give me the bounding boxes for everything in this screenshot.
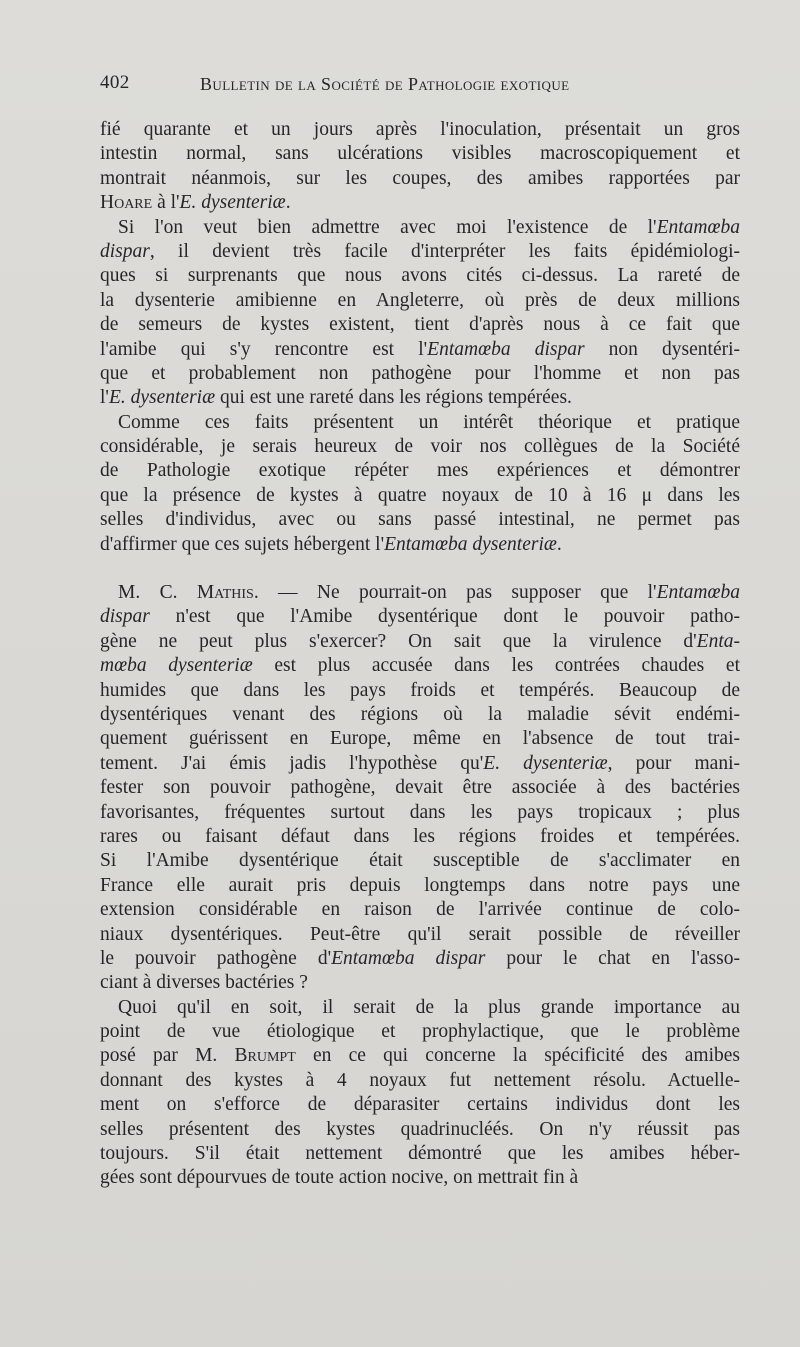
text-span: la dysenterie amibienne en Angleterre, où près de deux millions (100, 289, 740, 311)
text-line (100, 313, 740, 337)
text-span: toujours. S'il était nettement démontré que les amibes héber- (100, 1143, 740, 1165)
italic-text: Entamœba (656, 582, 740, 604)
text-span: selles présentent des kystes quadrinucléés. On n'y réussit pas (100, 1118, 740, 1140)
text-span: ciant à diverses bactéries ? (100, 972, 308, 994)
text-line (100, 752, 740, 776)
text-span: qui est une rareté dans les régions tempérées. (215, 387, 572, 409)
text-span: fester son pouvoir pathogène, devait être associée à des bactéries (100, 777, 740, 799)
text-line (100, 801, 740, 825)
text-line (100, 191, 740, 215)
text-span: quement guérissent en Europe, même en l'absence de tout trai- (100, 728, 740, 750)
text-span: Comme ces faits présentent un intérêt théorique et pratique (118, 411, 740, 433)
text-span: ment on s'efforce de déparasiter certains individus dont les (100, 1094, 740, 1116)
text-line (100, 435, 740, 459)
text-span: dysentériques venant des régions où la maladie sévit endémi- (100, 703, 740, 725)
text-line (100, 703, 740, 727)
text-line (100, 1093, 740, 1117)
text-span: l' (100, 387, 109, 409)
author-name: Hoare (100, 192, 153, 214)
text-line (100, 1069, 740, 1093)
text-span: gées sont dépourvues de toute action nocive, on mettrait fin à (100, 1167, 579, 1189)
text-span: Si l'Amibe dysentérique était susceptible de s'acclimater en (100, 850, 740, 872)
text-span: M. C. (118, 582, 197, 604)
text-line (100, 630, 740, 654)
text-span: est plus accusée dans les contrées chaudes et (252, 655, 740, 677)
text-span: fié quarante et un jours après l'inoculation, présentait un gros (100, 119, 740, 140)
text-line (100, 679, 740, 703)
text-span: France elle aurait pris depuis longtemps dans notre pays une (100, 874, 740, 896)
text-span: humides que dans les pays froids et tempérés. Beaucoup de (100, 679, 740, 701)
text-line (100, 118, 740, 142)
text-span: intestin normal, sans ulcérations visibles macroscopiquement et (100, 143, 740, 165)
text-line (100, 508, 740, 532)
text-line (100, 825, 740, 849)
text-line (100, 874, 740, 898)
text-span: de Pathologie exotique répéter mes expériences et démontrer (100, 460, 740, 482)
text-line (100, 947, 740, 971)
text-span: , pour mani- (607, 752, 740, 774)
text-line (100, 167, 740, 191)
author-name: Brumpt (234, 1045, 296, 1067)
text-span: Quoi qu'il en soit, il serait de la plus grande importance au (118, 996, 740, 1018)
text-line (100, 533, 740, 557)
text-span: posé par M. (100, 1045, 235, 1067)
text-line (100, 459, 740, 483)
page-number: 402 (100, 72, 130, 93)
text-span: l'amibe qui s'y rencontre est l' (100, 338, 428, 360)
text-span: de semeurs de kystes existent, tient d'après nous à ce fait que (100, 314, 740, 336)
text-span: non dysentéri- (584, 338, 741, 360)
text-line (100, 849, 740, 873)
body-text (100, 118, 740, 1191)
text-line (100, 411, 740, 435)
author-name: Mathis (196, 582, 254, 604)
italic-text: E. dysenteriæ (179, 192, 286, 214)
text-span: rares ou faisant défaut dans les régions froides et tempérées. (100, 825, 740, 847)
text-span: favorisantes, fréquentes surtout dans les pays tropicaux ; plus (100, 801, 740, 823)
text-span: selles d'individus, avec ou sans passé intestinal, ne permet pas (100, 509, 740, 531)
italic-text: Entamœba dispar (427, 338, 585, 360)
text-line (100, 923, 740, 947)
text-line (100, 776, 740, 800)
text-line (100, 484, 740, 508)
text-span: , il devient très facile d'interpréter les faits épidémiologi- (149, 240, 740, 262)
text-line (100, 996, 740, 1020)
text-span: que et probablement non pathogène pour l'homme et non pas (100, 362, 740, 384)
text-span: . (285, 192, 291, 214)
text-span: en ce qui concerne la spécificité des amibes (295, 1045, 740, 1067)
text-line (100, 654, 740, 678)
text-span: point de vue étiologique et prophylactique, que le problème (100, 1021, 740, 1043)
text-span: à l' (152, 192, 180, 214)
text-line (100, 386, 740, 410)
text-line (100, 216, 740, 240)
text-line (100, 1118, 740, 1142)
text-span: gène ne peut plus s'exercer? On sait que la virulence d' (100, 630, 697, 652)
text-span: niaux dysentériques. Peut-être qu'il serait possible de réveiller (100, 923, 740, 945)
text-span: . (556, 533, 562, 555)
text-line (100, 1142, 740, 1166)
running-title: Bulletin de la Société de Pathologie exotique (200, 74, 570, 94)
text-line (100, 240, 740, 264)
text-span: pour le chat en l'asso- (485, 947, 740, 969)
text-line (100, 971, 740, 995)
text-span: montrait néanmois, sur les coupes, des amibes rapportées par (100, 167, 740, 189)
italic-text: Enta- (696, 630, 740, 652)
text-line (100, 289, 740, 313)
text-line (100, 727, 740, 751)
italic-text: mœba dysenteriæ (100, 655, 253, 677)
text-span: le pouvoir pathogène d' (100, 947, 332, 969)
text-line (100, 264, 740, 288)
text-line (100, 581, 740, 605)
text-line (100, 1020, 740, 1044)
text-line (100, 338, 740, 362)
text-line (100, 1044, 740, 1068)
italic-text: dispar (100, 606, 150, 628)
italic-text: Entamœba (656, 216, 740, 238)
text-line (100, 898, 740, 922)
text-line (100, 362, 740, 386)
text-span: ques si surprenants que nous avons cités ci-dessus. La rareté de (100, 265, 740, 287)
text-span: tement. J'ai émis jadis l'hypothèse qu' (100, 752, 484, 774)
text-span: donnant des kystes à 4 noyaux fut nettement résolu. Actuelle- (100, 1069, 740, 1091)
text-span: . — Ne pourrait-on pas supposer que l' (253, 582, 657, 604)
text-line (100, 1166, 740, 1190)
italic-text: Entamœba dysenteriæ (384, 533, 557, 555)
text-span: Si l'on veut bien admettre avec moi l'existence de l' (118, 216, 657, 238)
italic-text: E. dysenteriæ (108, 387, 216, 409)
text-span: considérable, je serais heureux de voir nos collègues de la Société (100, 436, 740, 458)
text-line (100, 142, 740, 166)
italic-text: Entamœba dispar (331, 947, 486, 969)
text-span: extension considérable en raison de l'arrivée continue de colo- (100, 899, 740, 921)
text-span: d'affirmer que ces sujets hébergent l' (100, 533, 385, 555)
italic-text: dispar (100, 240, 150, 262)
text-line (100, 605, 740, 629)
paragraph-gap (100, 557, 740, 581)
text-span: que la présence de kystes à quatre noyaux de 10 à 16 μ dans les (100, 484, 740, 506)
text-span: n'est que l'Amibe dysentérique dont le pouvoir patho- (149, 606, 740, 628)
italic-text: E. dysenteriæ (483, 752, 608, 774)
